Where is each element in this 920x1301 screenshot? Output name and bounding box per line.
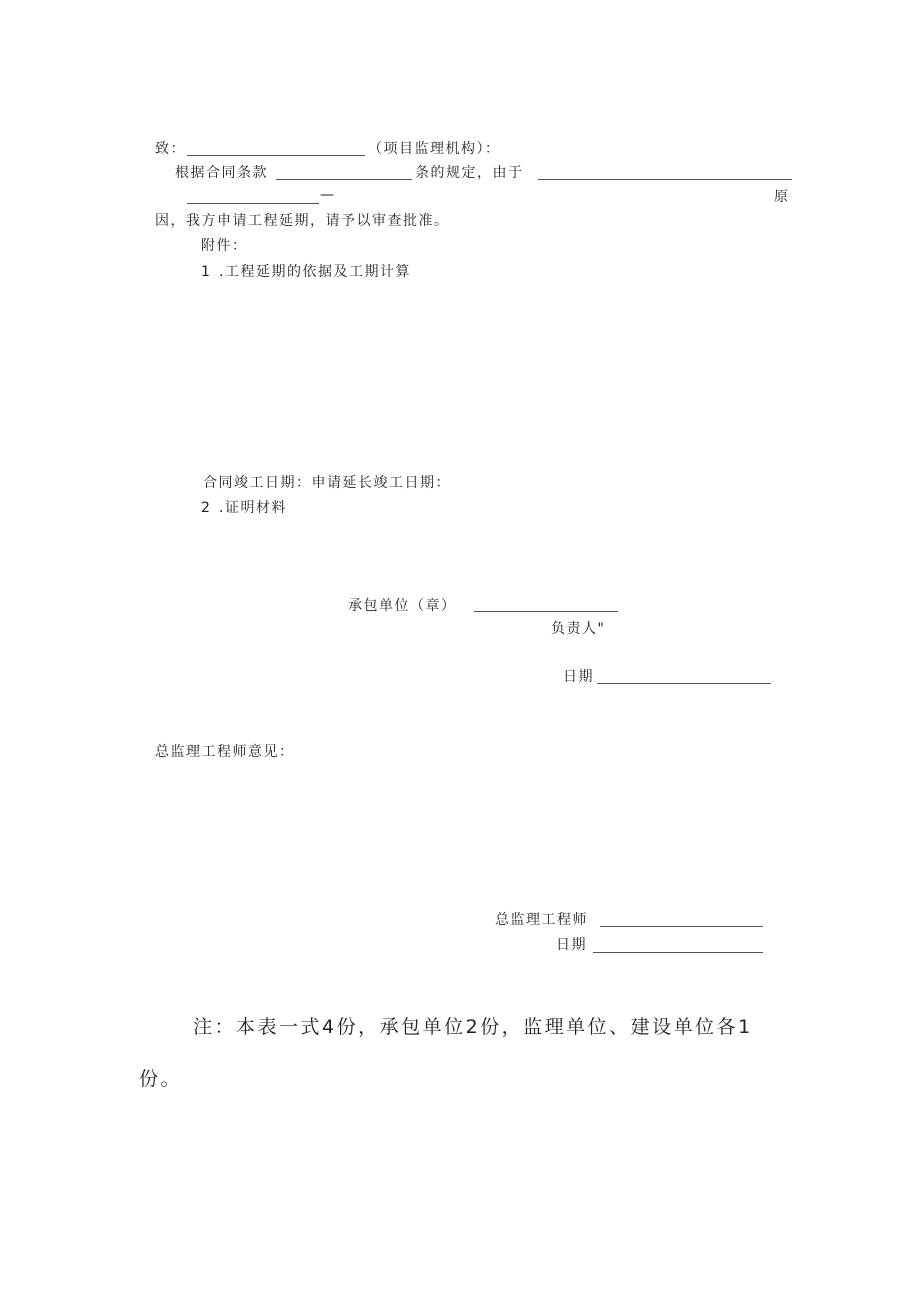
note-line-2: 份。 [139,1068,183,1090]
contract-clause-label: 根据合同条款 [175,165,268,181]
reason-blank-2[interactable] [187,203,319,204]
to-label: 致： [155,141,186,157]
contractor-date-blank[interactable] [597,683,771,684]
attachment-label: 附件： [201,238,248,254]
attachment-item-2-text: .证明材料 [219,500,287,516]
chief-engineer-label: 总监理工程师 [495,912,588,928]
attachment-item-1-number: 1 [201,264,212,280]
chief-opinion-label: 总监理工程师意见： [155,744,295,760]
contract-clause-mid: 条的规定，由于 [415,165,524,181]
reason-blank-1[interactable] [538,179,792,180]
chief-date-label: 日期 [556,937,587,953]
responsible-person-label: 负责人" [551,621,606,637]
supervision-org-blank[interactable] [187,155,365,156]
chief-engineer-blank[interactable] [600,926,763,927]
attachment-item-1-text: .工程延期的依据及工期计算 [219,264,411,280]
contractor-seal-blank[interactable] [474,611,618,612]
contractor-seal-label: 承包单位（章） [348,598,457,614]
dash-mark: — [320,187,334,203]
reason-continuation: 因，我方申请工程延期，请予以审查批准。 [155,213,450,229]
reason-char: 原 [774,189,790,205]
supervision-org-suffix: （项目监理机构）： [368,141,501,157]
contractor-date-label: 日期 [563,669,594,685]
chief-date-blank[interactable] [593,952,763,953]
contract-clause-blank[interactable] [276,179,412,180]
attachment-item-2-number: 2 [201,500,212,516]
completion-dates-line: 合同竣工日期：申请延长竣工日期： [203,475,451,491]
note-line-1: 注：本表一式4份，承包单位2份，监理单位、建设单位各1 [193,1016,753,1038]
